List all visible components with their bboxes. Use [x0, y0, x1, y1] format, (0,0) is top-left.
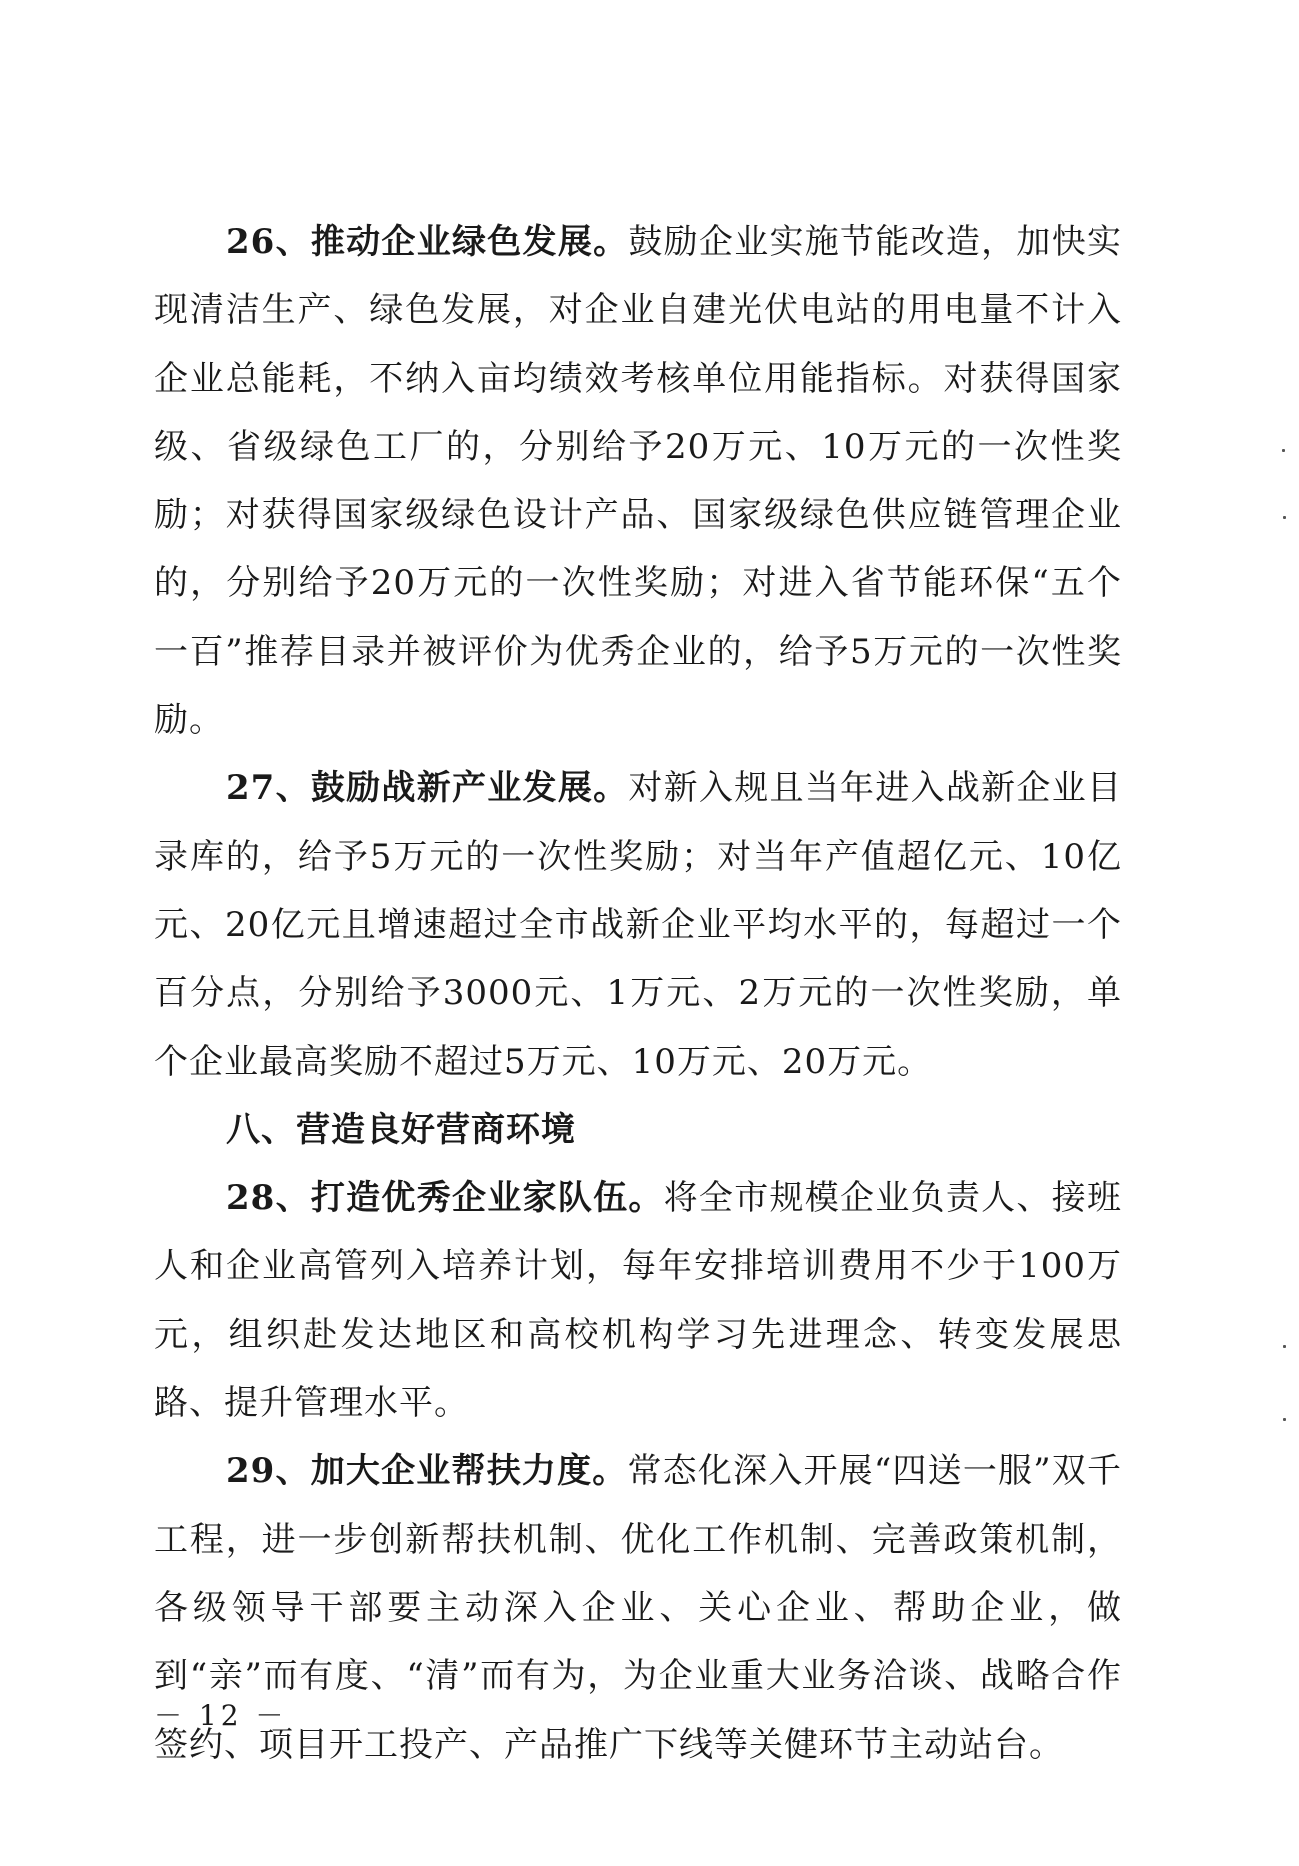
page-number: － 12 －	[154, 1699, 288, 1732]
paragraph-title: 28、打造优秀企业家队伍。	[226, 1178, 664, 1219]
scan-speck	[1283, 1418, 1286, 1421]
paragraph-body: 将全市规模企业负责人、接班人和企业高管列入培养计划，每年安排培训费用不少于100万元，组织赴发达地区和高校机构学习先进理念、转变发展思路、提升管理水平。	[154, 1178, 1122, 1424]
paragraph-body: 鼓励企业实施节能改造，加快实现清洁生产、绿色发展，对企业自建光伏电站的用电量不计入企业总能耗，不纳入亩均绩效考核单位用能指标。对获得国家级、省级绿色工厂的，分别给予20万元、10万元的一次性奖励；对获得国家级绿色设计产品、国家级绿色供应链管理企业的，分别给予20万元的一次性奖励；对进入省节能环保“五个一百”推荐目录并被评价为优秀企业的，给予5万元的一次性奖励。	[154, 222, 1122, 741]
paragraph-title: 29、加大企业帮扶力度。	[226, 1451, 628, 1492]
paragraph-body: 常态化深入开展“四送一服”双千工程，进一步创新帮扶机制、优化工作机制、完善政策机制，各级领导干部要主动深入企业、关心企业、帮助企业，做到“亲”而有度、“清”而有为，为企业重大业务洽谈、战略合作签约、项目开工投产、产品推广下线等关健环节主动站台。	[154, 1451, 1122, 1765]
paragraph-body: 对新入规且当年进入战新企业目录库的，给予5万元的一次性奖励；对当年产值超亿元、10亿元、20亿元且增速超过全市战新企业平均水平的，每超过一个百分点，分别给予3000元、1万元、2万元的一次性奖励，单个企业最高奖励不超过5万元、10万元、20万元。	[154, 768, 1122, 1082]
scan-speck	[1283, 516, 1286, 519]
paragraph-title: 27、鼓励战新产业发展。	[226, 768, 629, 809]
document-body	[154, 208, 1122, 1779]
section-heading: 八、营造良好营商环境	[226, 1109, 576, 1150]
scan-speck	[1282, 449, 1285, 452]
paragraph-26	[154, 208, 1122, 754]
paragraph-27	[154, 754, 1122, 1095]
paragraph-title: 26、推动企业绿色发展。	[226, 222, 629, 262]
paragraph-29	[154, 1437, 1122, 1778]
paragraph-28	[154, 1164, 1122, 1437]
scan-speck	[1283, 1345, 1286, 1348]
